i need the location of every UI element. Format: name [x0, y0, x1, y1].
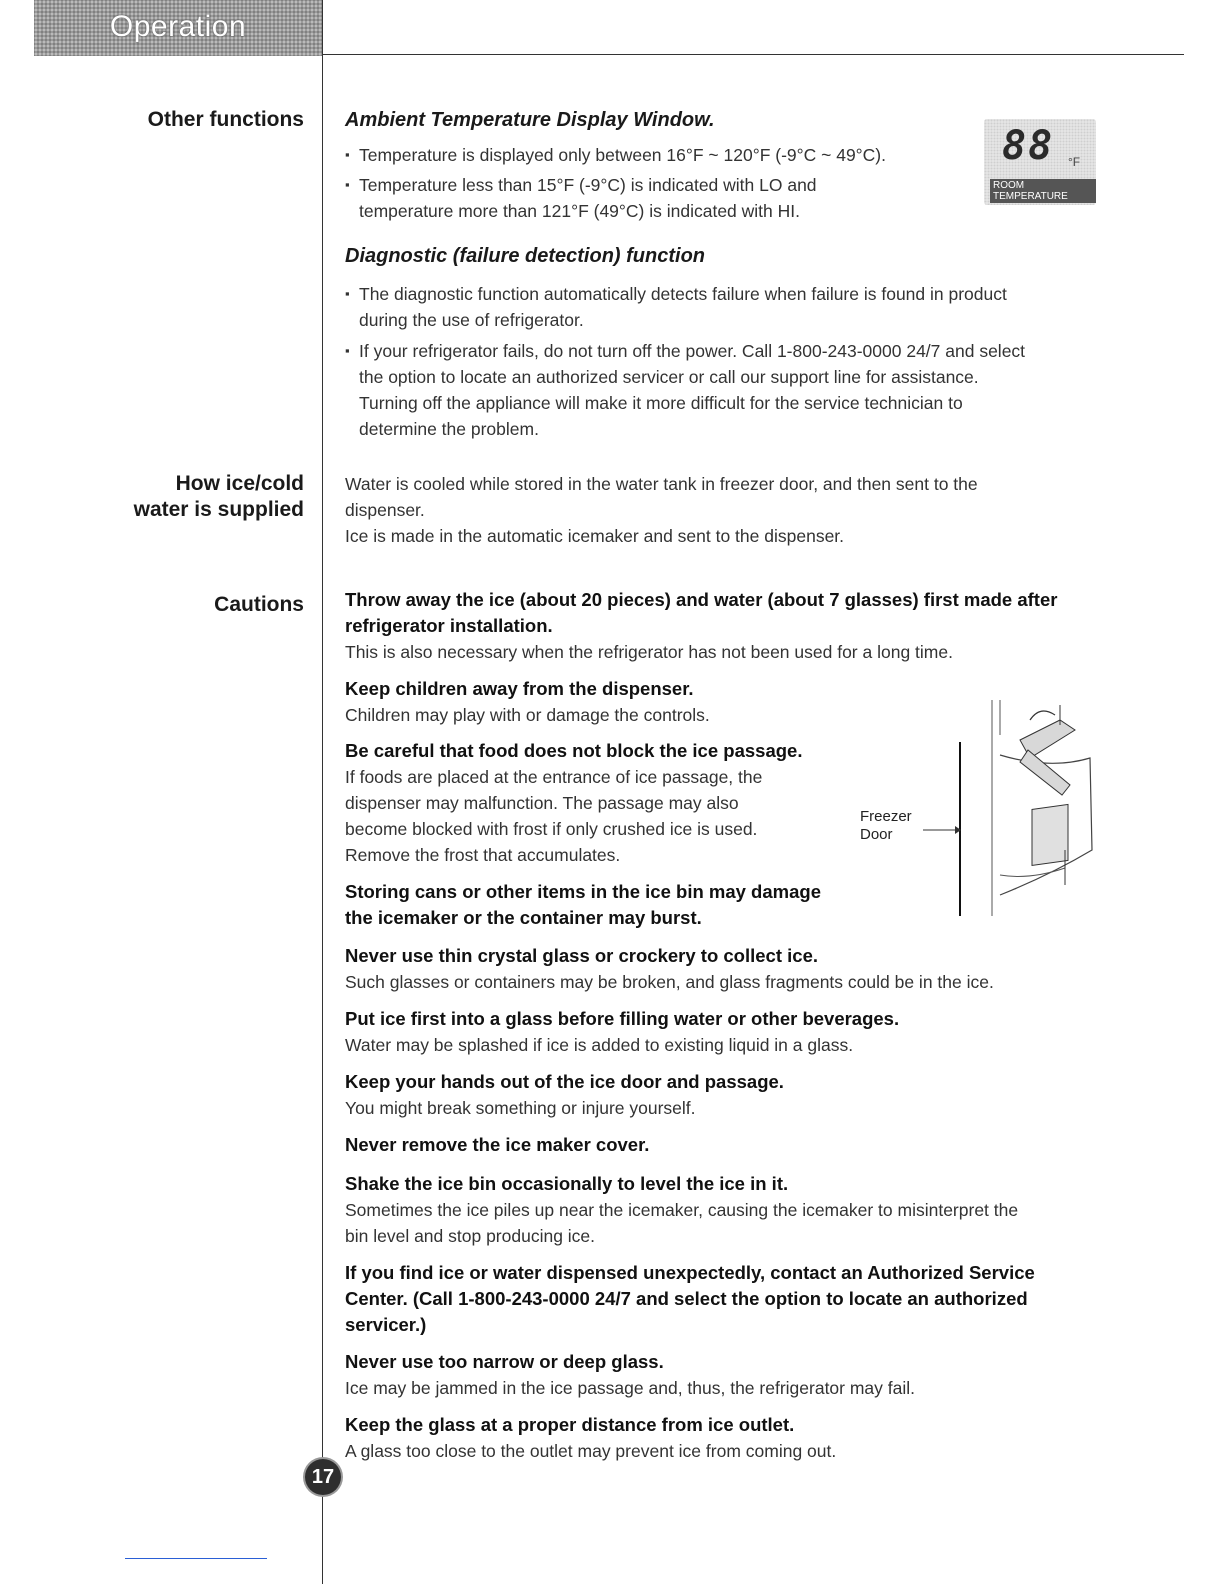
caution-body — [345, 1095, 696, 1121]
header-rule — [322, 54, 1184, 55]
text-line: dispenser may malfunction. The passage may also — [345, 793, 739, 813]
caution-heading — [345, 676, 694, 702]
text-line: Door — [860, 826, 893, 843]
ambient-bullet — [345, 142, 886, 168]
text-line: Never use thin crystal glass or crockery to collect ice. — [345, 945, 818, 966]
text-line: servicer.) — [345, 1314, 427, 1335]
bullet-line: the option to locate an authorized servicer or call our support line for assistance. — [359, 367, 979, 387]
caution-heading — [345, 1171, 788, 1197]
text-line: A glass too close to the outlet may prevent ice from coming out. — [345, 1441, 837, 1461]
bullet-line: If your refrigerator fails, do not turn off the power. Call 1-800-243-0000 24/7 and select — [359, 341, 1026, 361]
text-line: Put ice first into a glass before filling water or other beverages. — [345, 1008, 900, 1029]
text-line: Water is cooled while stored in the water tank in freezer door, and then sent to the — [345, 474, 978, 494]
header-tab — [34, 0, 322, 56]
caution-heading — [345, 1260, 1035, 1338]
text-line: Throw away the ice (about 20 pieces) and water (about 7 glasses) first made after — [345, 589, 1058, 610]
diagnostic-heading: Diagnostic (failure detection) function — [345, 245, 706, 267]
text-line: Keep the glass at a proper distance from ice outlet. — [345, 1414, 795, 1435]
section-label-other-functions: Other functions — [147, 108, 304, 131]
text-line: This is also necessary when the refrigerator has not been used for a long time. — [345, 642, 953, 662]
display-digits: 88 — [1002, 123, 1055, 169]
text-line: If you find ice or water dispensed unexpectedly, contact an Authorized Service — [345, 1262, 1035, 1283]
diagnostic-bullet — [345, 281, 1007, 333]
caution-heading — [345, 1412, 794, 1438]
display-caption: ROOM TEMPERATURE — [990, 179, 1096, 203]
text-line: Be careful that food does not block the ice passage. — [345, 740, 803, 761]
column-divider — [322, 0, 323, 1584]
caution-heading — [345, 587, 1057, 639]
bullet-line: temperature more than 121°F (49°C) is indicated with HI. — [359, 201, 800, 221]
bullet-line: determine the problem. — [359, 419, 539, 439]
text-line: Remove the frost that accumulates. — [345, 845, 621, 865]
caution-body — [345, 969, 994, 995]
caution-body — [345, 1197, 1018, 1249]
caution-heading — [345, 1349, 664, 1375]
caution-heading — [345, 879, 821, 931]
text-line: Shake the ice bin occasionally to level the ice in it. — [345, 1173, 789, 1194]
bullet-line: Temperature less than 15°F (-9°C) is indicated with LO and — [359, 175, 817, 195]
text-line: Sometimes the ice piles up near the icemaker, causing the icemaker to misinterpret the — [345, 1200, 1019, 1220]
section-label-ice-cold-line2: water is supplied — [133, 498, 304, 521]
text-line: refrigerator installation. — [345, 615, 553, 636]
bullet-line: The diagnostic function automatically detects failure when failure is found in product — [359, 284, 1007, 304]
text-line: Never use too narrow or deep glass. — [345, 1351, 664, 1372]
caution-body — [345, 639, 953, 665]
caution-heading — [345, 943, 818, 969]
text-line: become blocked with frost if only crushed ice is used. — [345, 819, 758, 839]
section-label-cautions: Cautions — [214, 593, 304, 616]
caution-heading — [345, 1006, 899, 1032]
footer-rule — [125, 1558, 267, 1559]
text-line: Ice may be jammed in the ice passage and, thus, the refrigerator may fail. — [345, 1378, 916, 1398]
page-title: Operation — [109, 10, 247, 43]
diagnostic-bullet — [345, 338, 1025, 442]
caution-body — [345, 1438, 836, 1464]
section-label-ice-cold-line1: How ice/cold — [175, 472, 304, 495]
caution-heading — [345, 1069, 784, 1095]
ice-water-text — [345, 471, 978, 549]
text-line: Keep your hands out of the ice door and passage. — [345, 1071, 784, 1092]
text-line: Center. (Call 1-800-243-0000 24/7 and select the option to locate an authorized — [345, 1288, 1028, 1309]
caution-body — [345, 702, 710, 728]
text-line: Never remove the ice maker cover. — [345, 1134, 650, 1155]
display-unit: °F — [1068, 155, 1081, 169]
caution-body — [345, 1375, 915, 1401]
page-number-badge: 17 — [305, 1459, 341, 1495]
text-line: Water may be splashed if ice is added to existing liquid in a glass. — [345, 1035, 854, 1055]
freezer-door-illustration — [900, 700, 1105, 920]
text-line: Children may play with or damage the controls. — [345, 705, 710, 725]
caution-heading — [345, 1132, 649, 1158]
caution-body — [345, 764, 762, 868]
text-line: If foods are placed at the entrance of ice passage, the — [345, 767, 763, 787]
text-line: Freezer — [860, 808, 912, 825]
text-line: Keep children away from the dispenser. — [345, 678, 694, 699]
bullet-line: during the use of refrigerator. — [359, 310, 584, 330]
ambient-bullet — [345, 172, 817, 224]
text-line: Ice is made in the automatic icemaker and sent to the dispenser. — [345, 526, 845, 546]
caution-heading — [345, 738, 802, 764]
text-line: You might break something or injure yourself. — [345, 1098, 696, 1118]
text-line: dispenser. — [345, 500, 425, 520]
bullet-line: Turning off the appliance will make it more difficult for the service technician to — [359, 393, 963, 413]
text-line: Storing cans or other items in the ice bin may damage — [345, 881, 821, 902]
room-temperature-display — [984, 119, 1096, 205]
text-line: the icemaker or the container may burst. — [345, 907, 702, 928]
text-line: bin level and stop producing ice. — [345, 1226, 596, 1246]
text-line: Such glasses or containers may be broken, and glass fragments could be in the ice. — [345, 972, 994, 992]
bullet-line: Temperature is displayed only between 16°F ~ 120°F (-9°C ~ 49°C). — [359, 145, 886, 165]
ambient-heading: Ambient Temperature Display Window. — [345, 109, 715, 131]
caution-body — [345, 1032, 853, 1058]
